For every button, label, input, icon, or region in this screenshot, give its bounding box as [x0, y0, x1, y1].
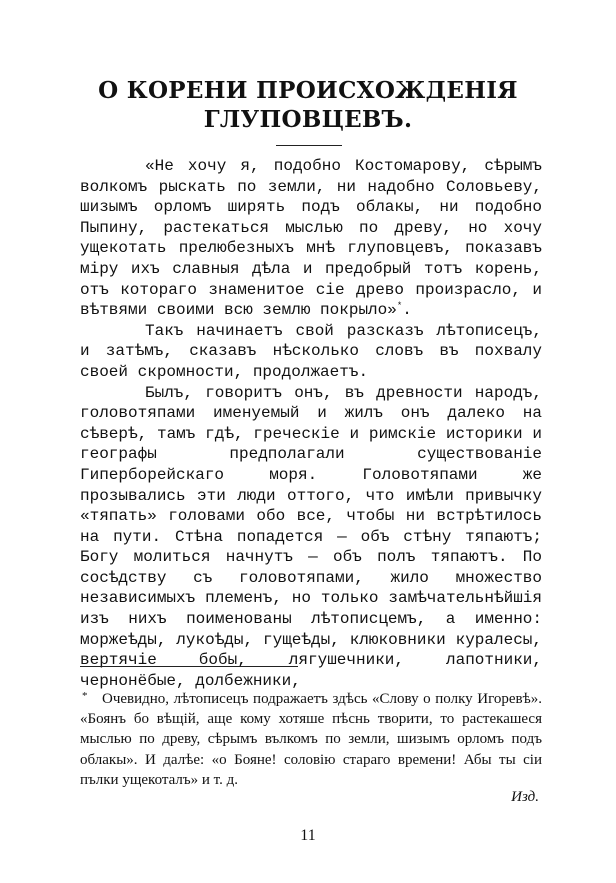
footnote-marker: *	[82, 690, 88, 702]
paragraph: «Не хочу я, подобно Костомарову, сѣрымъ волкомъ рыскать по земли, ни надобно Соловьеву, шизымъ орломъ ширять подъ облакы, ни подобно Пыпину, растекаться мыслью по древу, но хочу ущекотать прелюбезныхъ мнѣ глуповцевъ, показавъ міру ихъ славныя дѣла и предобрый тотъ корень, отъ котораго знаменитое сіе древо произрасло, и вѣтвями своими всю землю покрыло»*.	[80, 157, 542, 320]
footnote-divider	[80, 666, 298, 667]
chapter-title	[70, 76, 546, 134]
chapter-title-line-1: О КОРЕНИ ПРОИСХОЖДЕНІЯ	[98, 77, 518, 104]
footnote-reference: *	[396, 301, 403, 312]
body-text	[80, 156, 542, 691]
paragraph	[80, 321, 542, 383]
paragraph-text: Былъ, говоритъ онъ, въ древности народъ, головотяпами именуемый и жилъ онъ далеко на сѣверѣ, тамъ гдѣ, греческіе и римскіе историки и географы предполагали существованіе Гиперборейскаго моря. Головотяпами же прозывались эти люди оттого, что имѣли привычку «тяпать» головами обо все, чтобы ни встрѣтилось на пути. Стѣна попадется — объ стѣну тяпаютъ; Богу молиться начнутъ — объ полъ тяпаютъ. По сосѣдству съ головотяпами, жило множество независимыхъ племенъ, но только замѣчательнѣйшія изъ нихъ поименованы лѣтописцемъ, а именно: моржеѣды, лукоѣды, гущеѣды, клюковники куралесы, вертячіе бобы, лягушечники, лапотники, чернонёбые, долбежники,	[80, 383, 542, 690]
title-divider	[276, 145, 342, 146]
page-number: 11	[300, 827, 316, 844]
chapter-title-line-2: ГЛУПОВЦЕВЪ.	[203, 106, 413, 133]
paragraph	[80, 383, 542, 692]
paragraph-text: «Не хочу я, подобно Костомарову, сѣрымъ волкомъ рыскать по земли, ни надобно Соловьеву, шизымъ орломъ ширять подъ облакы, ни подобно Пыпину, растекаться мыслью по древу, но хочу ущекотать прелюбезныхъ мнѣ глуповцевъ, показавъ міру ихъ славныя дѣла и предобрый тотъ корень, отъ котораго знаменитое сіе древо произрасло, и вѣтвями своими всю землю покрыло»	[80, 157, 542, 320]
footnote-text: Очевидно, лѣтописецъ подражаетъ здѣсь «Слову о полку Игоревѣ». «Боянъ бо вѣщій, аще кому хотяше пѣснь творити, то растекашеся мыслью по древу, сѣрымъ вълкомъ по земли, шизымъ орломъ подъ облакы». И далѣе: «о Бояне! соловію стараго времени! Абы ты сіи пълки ущекоталъ» и т. д.	[80, 691, 542, 788]
footnote-signature: Изд.	[511, 789, 539, 805]
paragraph-text: Такъ начинаетъ свой разсказъ лѣтописецъ, и затѣмъ, сказавъ нѣсколько словъ въ похвалу своей скромности, продолжаетъ.	[80, 321, 542, 381]
